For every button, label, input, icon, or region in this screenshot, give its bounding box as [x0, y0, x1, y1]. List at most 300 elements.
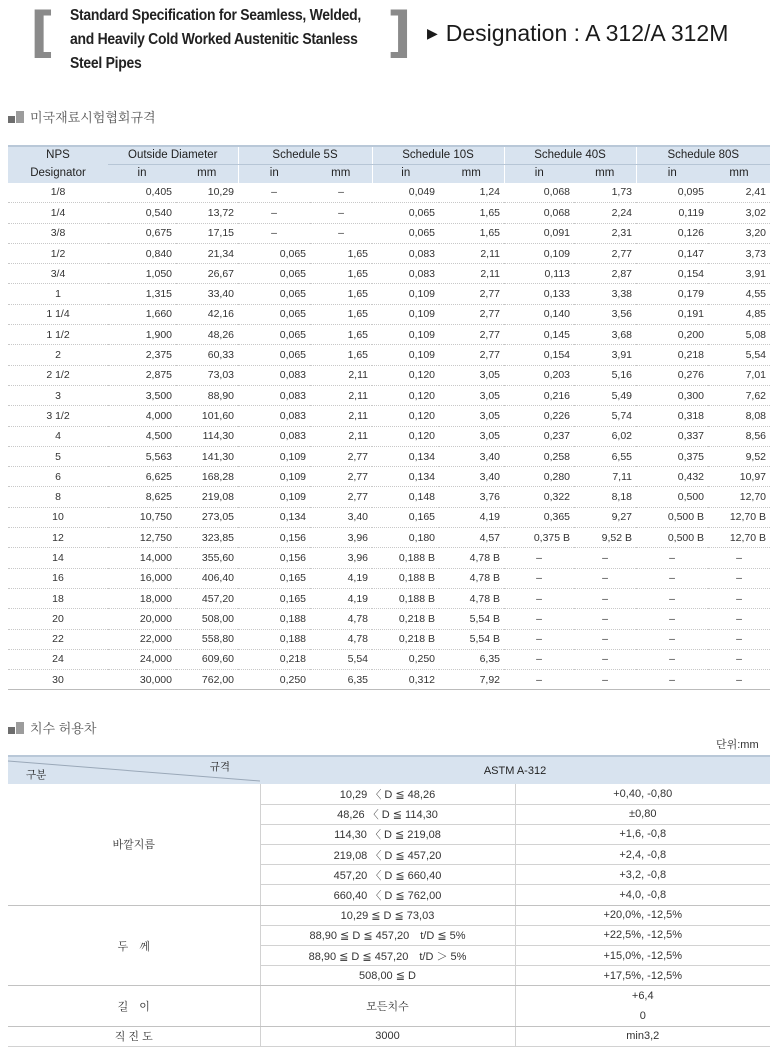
sch5s-in-cell: 0,188	[238, 629, 310, 649]
sch40s-mm-cell: 3,38	[574, 284, 636, 304]
sch5s-in-cell: –	[238, 223, 310, 243]
sch10s-mm-cell: 2,11	[439, 243, 504, 263]
od-mm-cell: 219,08	[176, 487, 238, 507]
nps-cell: 5	[8, 446, 108, 466]
od-in-cell: 10,750	[108, 507, 176, 527]
sch80s-in-cell: –	[636, 609, 708, 629]
sch10s-mm-cell: 5,54 B	[439, 609, 504, 629]
corner-label-category: 구분	[26, 769, 47, 781]
sch5s-mm-cell: 6,35	[310, 670, 372, 690]
tolerance-cell: +2,4, -0,8	[515, 845, 770, 865]
table-row	[8, 609, 770, 629]
sch10s-in-cell: 0,109	[372, 304, 439, 324]
sch40s-mm-cell: –	[574, 609, 636, 629]
sch40s-mm-cell: –	[574, 568, 636, 588]
table-row	[8, 548, 770, 568]
sch10s-mm-cell: 3,05	[439, 385, 504, 405]
sch10s-mm-cell: 3,40	[439, 467, 504, 487]
tolerance-cell: +15,0%, -12,5%	[515, 946, 770, 966]
sch40s-in-cell: 0,140	[504, 304, 574, 324]
sch80s-in-cell: –	[636, 588, 708, 608]
table-row	[8, 385, 770, 405]
nps-cell: 4	[8, 426, 108, 446]
left-bracket: [	[30, 1, 55, 64]
sch80s-mm-cell: 2,41	[708, 183, 770, 203]
nps-cell: 1 1/2	[8, 325, 108, 345]
sch80s-mm-cell: 4,85	[708, 304, 770, 324]
sch80s-mm-cell: 12,70 B	[708, 528, 770, 548]
od-mm-cell: 42,16	[176, 304, 238, 324]
sch40s-in-cell: 0,280	[504, 467, 574, 487]
tolerance-header-row	[8, 756, 770, 784]
od-mm-cell: 48,26	[176, 325, 238, 345]
sch10s-in-cell: 0,148	[372, 487, 439, 507]
table-row	[8, 670, 770, 690]
od-in-cell: 6,625	[108, 467, 176, 487]
sch10s-in-cell: 0,218 B	[372, 609, 439, 629]
od-mm-cell: 406,40	[176, 568, 238, 588]
sch10s-in-cell: 0,188 B	[372, 568, 439, 588]
sch5s-mm-cell: 1,65	[310, 325, 372, 345]
table-row	[8, 264, 770, 284]
sch80s-mm-cell: 7,01	[708, 365, 770, 385]
unit-header: in	[636, 165, 708, 183]
right-bracket: ]	[387, 1, 412, 64]
od-in-cell: 0,840	[108, 243, 176, 263]
table-row	[8, 304, 770, 324]
sch5s-in-cell: 0,218	[238, 649, 310, 669]
table-row	[8, 784, 770, 804]
nps-cell: 3 1/2	[8, 406, 108, 426]
sch40s-in-cell: 0,068	[504, 203, 574, 223]
table-row	[8, 588, 770, 608]
sch5s-in-cell: 0,083	[238, 365, 310, 385]
sch80s-in-cell: 0,276	[636, 365, 708, 385]
sch80s-in-cell: 0,432	[636, 467, 708, 487]
table-row	[8, 629, 770, 649]
sch40s-mm-cell: 2,31	[574, 223, 636, 243]
sch5s-in-cell: 0,109	[238, 467, 310, 487]
sch40s-in-cell: –	[504, 609, 574, 629]
sch5s-in-cell: 0,065	[238, 243, 310, 263]
od-mm-cell: 101,60	[176, 406, 238, 426]
sch10s-in-cell: 0,120	[372, 426, 439, 446]
sch10s-mm-cell: 1,24	[439, 183, 504, 203]
sch80s-mm-cell: 5,54	[708, 345, 770, 365]
sch10s-mm-cell: 4,78 B	[439, 548, 504, 568]
sch80s-mm-cell: 3,73	[708, 243, 770, 263]
od-in-cell: 2,875	[108, 365, 176, 385]
sch10s-in-cell: 0,312	[372, 670, 439, 690]
sch80s-in-cell: 0,095	[636, 183, 708, 203]
sch80s-mm-cell: 5,08	[708, 325, 770, 345]
sch10s-in-cell: 0,218 B	[372, 629, 439, 649]
unit-header: mm	[574, 165, 636, 183]
sch80s-mm-cell: 9,52	[708, 446, 770, 466]
nps-cell: 8	[8, 487, 108, 507]
sch5s-in-cell: –	[238, 183, 310, 203]
sch10s-in-cell: 0,120	[372, 385, 439, 405]
sch80s-in-cell: 0,179	[636, 284, 708, 304]
nps-cell: 22	[8, 629, 108, 649]
nps-cell: 1	[8, 284, 108, 304]
sch40s-in-cell: 0,203	[504, 365, 574, 385]
sch80s-mm-cell: –	[708, 548, 770, 568]
od-in-cell: 1,315	[108, 284, 176, 304]
od-mm-cell: 88,90	[176, 385, 238, 405]
sch10s-mm-cell: 3,76	[439, 487, 504, 507]
schedule-10s-header: Schedule 10S	[372, 146, 504, 165]
od-mm-cell: 558,80	[176, 629, 238, 649]
od-in-cell: 22,000	[108, 629, 176, 649]
sch80s-mm-cell: –	[708, 609, 770, 629]
unit-header: mm	[310, 165, 372, 183]
od-mm-cell: 457,20	[176, 588, 238, 608]
sch5s-mm-cell: 5,54	[310, 649, 372, 669]
sch40s-mm-cell: 3,91	[574, 345, 636, 365]
sch40s-in-cell: 0,145	[504, 325, 574, 345]
table-row	[8, 406, 770, 426]
sch10s-mm-cell: 4,19	[439, 507, 504, 527]
sch10s-in-cell: 0,109	[372, 345, 439, 365]
unit-header: in	[238, 165, 310, 183]
unit-header: mm	[708, 165, 770, 183]
sch40s-mm-cell: 5,74	[574, 406, 636, 426]
sch80s-in-cell: 0,191	[636, 304, 708, 324]
table-header-row	[8, 146, 770, 165]
range-cell: 508,00 ≦ D	[260, 966, 515, 986]
od-mm-cell: 114,30	[176, 426, 238, 446]
nps-header: NPS	[8, 146, 108, 165]
category-straightness: 직 진 도	[8, 1026, 260, 1046]
tolerance-cell-upper: +6,4	[515, 986, 770, 1006]
table-row	[8, 986, 770, 1006]
sch5s-in-cell: 0,083	[238, 385, 310, 405]
od-mm-cell: 355,60	[176, 548, 238, 568]
sch5s-in-cell: –	[238, 203, 310, 223]
od-mm-cell: 60,33	[176, 345, 238, 365]
sch10s-mm-cell: 2,77	[439, 284, 504, 304]
sch10s-in-cell: 0,049	[372, 183, 439, 203]
sch5s-mm-cell: 2,11	[310, 406, 372, 426]
nps-cell: 1/4	[8, 203, 108, 223]
sch40s-in-cell: 0,068	[504, 183, 574, 203]
sch10s-mm-cell: 3,05	[439, 365, 504, 385]
nps-cell: 2	[8, 345, 108, 365]
sch5s-mm-cell: 2,77	[310, 487, 372, 507]
sch5s-in-cell: 0,250	[238, 670, 310, 690]
sch5s-in-cell: 0,134	[238, 507, 310, 527]
tolerance-table	[8, 755, 770, 1047]
sch10s-mm-cell: 2,77	[439, 345, 504, 365]
sch40s-in-cell: 0,237	[504, 426, 574, 446]
sch10s-in-cell: 0,180	[372, 528, 439, 548]
od-mm-cell: 13,72	[176, 203, 238, 223]
sch10s-in-cell: 0,083	[372, 264, 439, 284]
tolerance-cell: +22,5%, -12,5%	[515, 925, 770, 945]
od-in-cell: 0,405	[108, 183, 176, 203]
od-in-cell: 8,625	[108, 487, 176, 507]
sch5s-mm-cell: 2,77	[310, 467, 372, 487]
sch80s-in-cell: 0,200	[636, 325, 708, 345]
nps-cell: 14	[8, 548, 108, 568]
designation	[427, 20, 728, 47]
sch10s-mm-cell: 4,78 B	[439, 568, 504, 588]
sch5s-in-cell: 0,083	[238, 406, 310, 426]
sch40s-in-cell: –	[504, 649, 574, 669]
od-mm-cell: 609,60	[176, 649, 238, 669]
sch80s-mm-cell: 12,70 B	[708, 507, 770, 527]
table-row	[8, 325, 770, 345]
sch5s-mm-cell: 4,78	[310, 629, 372, 649]
sch5s-mm-cell: 2,77	[310, 446, 372, 466]
section-title-standard	[8, 107, 156, 126]
sch80s-mm-cell: 3,91	[708, 264, 770, 284]
sch80s-in-cell: 0,119	[636, 203, 708, 223]
sch5s-mm-cell: 2,11	[310, 365, 372, 385]
range-cell: 88,90 ≦ D ≦ 457,20 t/D ≦ 5%	[260, 925, 515, 945]
corner-label-standard: 규격	[209, 761, 230, 773]
section-title-text: 치수 허용차	[30, 721, 97, 736]
od-mm-cell: 141,30	[176, 446, 238, 466]
sch40s-mm-cell: 5,16	[574, 365, 636, 385]
nps-cell: 16	[8, 568, 108, 588]
od-in-cell: 12,750	[108, 528, 176, 548]
sch5s-in-cell: 0,065	[238, 325, 310, 345]
schedule-80s-header: Schedule 80S	[636, 146, 770, 165]
sch5s-in-cell: 0,188	[238, 609, 310, 629]
schedule-5s-header: Schedule 5S	[238, 146, 372, 165]
tolerance-cell: +4,0, -0,8	[515, 885, 770, 905]
sch10s-in-cell: 0,065	[372, 203, 439, 223]
sch5s-mm-cell: 2,11	[310, 426, 372, 446]
unit-header: in	[504, 165, 574, 183]
od-in-cell: 3,500	[108, 385, 176, 405]
sch10s-in-cell: 0,109	[372, 284, 439, 304]
sch5s-mm-cell: –	[310, 203, 372, 223]
sch40s-in-cell: 0,226	[504, 406, 574, 426]
sch40s-mm-cell: –	[574, 548, 636, 568]
range-cell: 660,40 〈 D ≦ 762,00	[260, 885, 515, 905]
unit-header: mm	[439, 165, 504, 183]
range-cell: 10,29 〈 D ≦ 48,26	[260, 784, 515, 804]
sch10s-in-cell: 0,109	[372, 325, 439, 345]
table-row	[8, 426, 770, 446]
sch40s-mm-cell: 9,27	[574, 507, 636, 527]
sch80s-mm-cell: 8,08	[708, 406, 770, 426]
tolerance-cell: +17,5%, -12,5%	[515, 966, 770, 986]
sch80s-in-cell: –	[636, 670, 708, 690]
table-row	[8, 568, 770, 588]
range-cell: 457,20 〈 D ≦ 660,40	[260, 865, 515, 885]
unit-header: mm	[176, 165, 238, 183]
sch5s-mm-cell: 3,96	[310, 548, 372, 568]
tolerance-cell: +1,6, -0,8	[515, 824, 770, 844]
table-row	[8, 345, 770, 365]
sch80s-in-cell: 0,218	[636, 345, 708, 365]
table-row	[8, 467, 770, 487]
section-title-text: 미국재료시험협회규격	[30, 110, 156, 125]
sch5s-mm-cell: 1,65	[310, 304, 372, 324]
sch10s-in-cell: 0,250	[372, 649, 439, 669]
sch40s-in-cell: 0,216	[504, 385, 574, 405]
sch80s-mm-cell: –	[708, 670, 770, 690]
sch5s-mm-cell: –	[310, 183, 372, 203]
spec-title-line: Steel Pipes	[70, 55, 142, 72]
sch40s-mm-cell: 7,11	[574, 467, 636, 487]
range-cell: 3000	[260, 1026, 515, 1046]
sch5s-in-cell: 0,083	[238, 426, 310, 446]
sch10s-in-cell: 0,083	[372, 243, 439, 263]
range-cell: 219,08 〈 D ≦ 457,20	[260, 845, 515, 865]
sch40s-mm-cell: 9,52 B	[574, 528, 636, 548]
nps-cell: 30	[8, 670, 108, 690]
sch80s-in-cell: 0,500 B	[636, 528, 708, 548]
table-row	[8, 905, 770, 925]
tolerance-cell: ±0,80	[515, 804, 770, 824]
sch80s-in-cell: –	[636, 568, 708, 588]
sch40s-in-cell: 0,365	[504, 507, 574, 527]
sch80s-in-cell: 0,375	[636, 446, 708, 466]
nps-cell: 10	[8, 507, 108, 527]
range-cell: 88,90 ≦ D ≦ 457,20 t/D ＞ 5%	[260, 946, 515, 966]
nps-cell: 24	[8, 649, 108, 669]
sch40s-mm-cell: 3,68	[574, 325, 636, 345]
table-row	[8, 365, 770, 385]
od-in-cell: 30,000	[108, 670, 176, 690]
sch80s-mm-cell: 3,20	[708, 223, 770, 243]
sch5s-mm-cell: 3,40	[310, 507, 372, 527]
unit-header: in	[108, 165, 176, 183]
nps-cell: 6	[8, 467, 108, 487]
sch80s-in-cell: 0,337	[636, 426, 708, 446]
sch40s-mm-cell: 8,18	[574, 487, 636, 507]
outside-diameter-header: Outside Diameter	[108, 146, 238, 165]
sch5s-mm-cell: 4,78	[310, 609, 372, 629]
sch40s-in-cell: 0,258	[504, 446, 574, 466]
spec-title	[70, 4, 367, 76]
sch5s-in-cell: 0,065	[238, 264, 310, 284]
category-thickness: 두 께	[8, 905, 260, 986]
sch5s-mm-cell: –	[310, 223, 372, 243]
section-title-tolerance	[8, 718, 96, 737]
sch10s-in-cell: 0,120	[372, 406, 439, 426]
tolerance-cell: +3,2, -0,8	[515, 865, 770, 885]
sch80s-mm-cell: 10,97	[708, 467, 770, 487]
od-mm-cell: 273,05	[176, 507, 238, 527]
sch10s-mm-cell: 4,78 B	[439, 588, 504, 608]
od-mm-cell: 33,40	[176, 284, 238, 304]
sch80s-in-cell: 0,300	[636, 385, 708, 405]
sch80s-in-cell: –	[636, 548, 708, 568]
sch5s-mm-cell: 3,96	[310, 528, 372, 548]
od-in-cell: 20,000	[108, 609, 176, 629]
sch40s-mm-cell: –	[574, 629, 636, 649]
od-in-cell: 24,000	[108, 649, 176, 669]
sch5s-in-cell: 0,156	[238, 528, 310, 548]
sch10s-mm-cell: 3,05	[439, 426, 504, 446]
sch40s-in-cell: 0,091	[504, 223, 574, 243]
designation-text: Designation : A 312/A 312M	[445, 20, 729, 46]
sch40s-in-cell: 0,154	[504, 345, 574, 365]
sch40s-in-cell: –	[504, 670, 574, 690]
square-bullet-icon	[8, 722, 24, 734]
nps-cell: 3	[8, 385, 108, 405]
sch80s-mm-cell: –	[708, 629, 770, 649]
nps-cell: 2 1/2	[8, 365, 108, 385]
nps-cell: 1/2	[8, 243, 108, 263]
sch80s-mm-cell: –	[708, 649, 770, 669]
sch5s-mm-cell: 1,65	[310, 264, 372, 284]
table-row	[8, 487, 770, 507]
sch80s-mm-cell: 12,70	[708, 487, 770, 507]
table-row	[8, 507, 770, 527]
table-row	[8, 1026, 770, 1046]
od-in-cell: 16,000	[108, 568, 176, 588]
sch80s-mm-cell: 4,55	[708, 284, 770, 304]
sch10s-mm-cell: 5,54 B	[439, 629, 504, 649]
sch10s-mm-cell: 6,35	[439, 649, 504, 669]
od-mm-cell: 762,00	[176, 670, 238, 690]
sch5s-in-cell: 0,065	[238, 284, 310, 304]
od-mm-cell: 21,34	[176, 243, 238, 263]
sch10s-mm-cell: 2,77	[439, 304, 504, 324]
designator-header: Designator	[8, 165, 108, 183]
sch10s-mm-cell: 3,40	[439, 446, 504, 466]
standard-header: ASTM A-312	[260, 756, 770, 784]
nps-cell: 18	[8, 588, 108, 608]
sch80s-mm-cell: 7,62	[708, 385, 770, 405]
sch40s-mm-cell: 5,49	[574, 385, 636, 405]
range-cell: 48,26 〈 D ≦ 114,30	[260, 804, 515, 824]
sch80s-in-cell: –	[636, 649, 708, 669]
sch40s-in-cell: –	[504, 568, 574, 588]
range-cell: 114,30 〈 D ≦ 219,08	[260, 824, 515, 844]
sch40s-mm-cell: –	[574, 588, 636, 608]
sch10s-mm-cell: 1,65	[439, 223, 504, 243]
od-in-cell: 1,050	[108, 264, 176, 284]
sch40s-mm-cell: 6,02	[574, 426, 636, 446]
sch5s-mm-cell: 4,19	[310, 568, 372, 588]
table-row	[8, 649, 770, 669]
sch80s-in-cell: –	[636, 629, 708, 649]
sch10s-mm-cell: 3,05	[439, 406, 504, 426]
table-row	[8, 203, 770, 223]
od-mm-cell: 26,67	[176, 264, 238, 284]
od-in-cell: 2,375	[108, 345, 176, 365]
sch40s-mm-cell: 6,55	[574, 446, 636, 466]
category-length: 길 이	[8, 986, 260, 1026]
sch40s-mm-cell: –	[574, 670, 636, 690]
table-row	[8, 223, 770, 243]
corner-header	[8, 756, 260, 784]
sch10s-mm-cell: 1,65	[439, 203, 504, 223]
od-in-cell: 0,675	[108, 223, 176, 243]
spec-title-line: Standard Specification for Seamless, Welded,	[70, 7, 361, 24]
unit-header: in	[372, 165, 439, 183]
nps-cell: 1 1/4	[8, 304, 108, 324]
sch5s-mm-cell: 1,65	[310, 243, 372, 263]
unit-label: 단위:mm	[716, 739, 759, 751]
table-row	[8, 284, 770, 304]
pipe-dimensions-table	[8, 145, 770, 690]
range-cell: 모든치수	[260, 986, 515, 1026]
page-header	[20, 0, 760, 78]
tolerance-cell: +20,0%, -12,5%	[515, 905, 770, 925]
table-row	[8, 183, 770, 203]
sch40s-in-cell: 0,113	[504, 264, 574, 284]
nps-cell: 3/4	[8, 264, 108, 284]
